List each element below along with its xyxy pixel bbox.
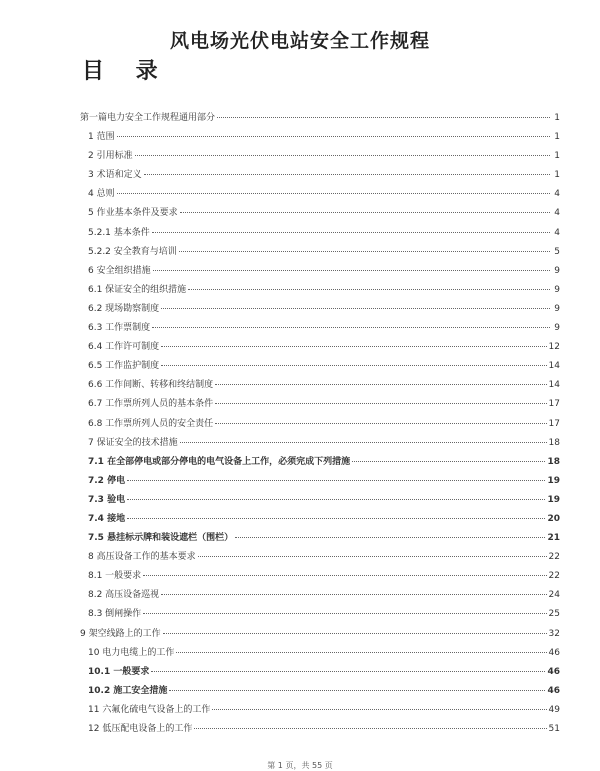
toc-entry[interactable] (80, 167, 560, 186)
toc-entry-label: 6 安全组织措施 (88, 265, 151, 276)
toc-entry[interactable] (80, 244, 560, 263)
toc-entry-page-number: 20 (547, 513, 560, 524)
toc-entry-label: 2 引用标准 (88, 151, 133, 162)
toc-dot-leader (143, 575, 546, 576)
toc-entry[interactable] (80, 568, 560, 587)
toc-entry-label: 6.3 工作票制度 (88, 323, 151, 334)
toc-entry-page-number: 19 (547, 494, 560, 505)
toc-entry[interactable] (80, 473, 560, 492)
toc-dot-leader (215, 403, 546, 404)
toc-dot-leader (188, 289, 550, 290)
toc-entry[interactable] (80, 186, 560, 205)
toc-entry-page-number: 46 (548, 647, 560, 658)
toc-dot-leader (215, 384, 546, 385)
toc-entry-page-number: 25 (548, 609, 560, 620)
toc-entry[interactable] (80, 492, 560, 511)
toc-entry[interactable] (80, 549, 560, 568)
toc-dot-leader (127, 480, 545, 481)
toc-dot-leader (127, 499, 545, 500)
toc-entry-page-number: 14 (548, 361, 560, 372)
toc-entry[interactable] (80, 702, 560, 721)
toc-entry-label: 4 总则 (88, 189, 115, 200)
toc-entry-label: 7.2 停电 (88, 475, 126, 486)
toc-entry-page-number: 22 (548, 552, 560, 563)
toc-entry[interactable] (80, 225, 560, 244)
toc-entry[interactable] (80, 339, 560, 358)
toc-entry[interactable] (80, 530, 560, 549)
toc-entry-page-number: 14 (548, 380, 560, 391)
toc-entry[interactable] (80, 606, 560, 625)
toc-entry-page-number: 9 (554, 284, 560, 295)
toc-entry-label: 6.4 工作许可制度 (88, 342, 160, 353)
toc-entry[interactable] (80, 301, 560, 320)
toc-entry[interactable] (80, 683, 560, 702)
toc-entry-page-number: 9 (554, 323, 560, 334)
toc-entry-page-number: 24 (548, 590, 560, 601)
toc-entry-page-number: 1 (554, 113, 560, 123)
toc-entry-page-number: 9 (554, 303, 560, 314)
toc-dot-leader (235, 537, 545, 538)
toc-entry-page-number: 49 (548, 704, 560, 715)
toc-heading: 目 录 (82, 59, 170, 84)
toc-entry-label: 7.5 悬挂标示牌和装设遮栏（围栏） (88, 533, 234, 544)
toc-entry-label: 7.1 在全部停电或部分停电的电气设备上工作，必须完成下列措施 (88, 456, 351, 467)
toc-dot-leader (215, 423, 546, 424)
toc-entry-page-number: 1 (554, 170, 560, 181)
toc-entry-label: 6.1 保证安全的组织措施 (88, 284, 187, 295)
toc-dot-leader (151, 671, 545, 672)
toc-entry[interactable] (80, 110, 560, 129)
toc-entry-page-number: 9 (554, 265, 560, 276)
toc-dot-leader (153, 270, 550, 271)
toc-entry-label: 6.7 工作票所列人员的基本条件 (88, 399, 214, 410)
toc-entry-page-number: 12 (548, 342, 560, 353)
toc-entry[interactable] (80, 416, 560, 435)
toc-entry[interactable] (80, 454, 560, 473)
toc-dot-leader (217, 117, 550, 118)
toc-entry-page-number: 17 (548, 399, 560, 410)
toc-entry[interactable] (80, 377, 560, 396)
toc-entry[interactable] (80, 129, 560, 148)
toc-entry-label: 3 术语和定义 (88, 170, 142, 181)
toc-entry-page-number: 18 (548, 437, 560, 448)
toc-entry-label: 10.1 一般要求 (88, 666, 150, 677)
toc-entry-page-number: 21 (547, 533, 560, 544)
toc-dot-leader (179, 251, 550, 252)
toc-dot-leader (212, 709, 546, 710)
toc-entry-label: 第一篇电力安全工作规程通用部分 (80, 113, 216, 123)
toc-dot-leader (143, 613, 546, 614)
toc-entry-label: 8 高压设备工作的基本要求 (88, 552, 196, 563)
toc-dot-leader (127, 518, 545, 519)
toc-entry-page-number: 17 (548, 418, 560, 429)
toc-entry-page-number: 5 (554, 246, 560, 257)
toc-entry-page-number: 4 (554, 227, 560, 238)
toc-entry-label: 5.2.1 基本条件 (88, 227, 150, 238)
toc-dot-leader (161, 308, 550, 309)
toc-entry-page-number: 1 (554, 151, 560, 162)
toc-entry-page-number: 46 (547, 666, 560, 677)
toc-dot-leader (152, 232, 550, 233)
toc-dot-leader (352, 461, 545, 462)
toc-entry-page-number: 22 (548, 571, 560, 582)
toc-dot-leader (161, 365, 546, 366)
toc-dot-leader (144, 174, 550, 175)
toc-entry-page-number: 1 (554, 132, 560, 143)
toc-entry-page-number: 19 (547, 475, 560, 486)
toc-entry-page-number: 4 (554, 189, 560, 200)
toc-dot-leader (163, 633, 547, 634)
toc-entry[interactable] (80, 263, 560, 282)
toc-entry-page-number: 18 (547, 456, 560, 467)
document-title: 风电场光伏电站安全工作规程 (169, 30, 430, 52)
toc-entry-label: 6.8 工作票所列人员的安全责任 (88, 418, 214, 429)
toc-dot-leader (176, 652, 546, 653)
toc-entry-page-number: 51 (548, 724, 560, 734)
toc-entry[interactable] (80, 587, 560, 606)
toc-entry-label: 7 保证安全的技术措施 (88, 437, 178, 448)
toc-dot-leader (161, 594, 546, 595)
toc-dot-leader (152, 327, 550, 328)
toc-entry[interactable] (80, 664, 560, 683)
toc-entry[interactable] (80, 148, 560, 167)
toc-entry[interactable] (80, 626, 560, 645)
toc-entry-label: 7.4 接地 (88, 513, 126, 524)
toc-entry[interactable] (80, 282, 560, 301)
toc-dot-leader (180, 442, 547, 443)
toc-dot-leader (194, 728, 546, 729)
toc-entry[interactable] (80, 645, 560, 664)
toc-dot-leader (198, 556, 547, 557)
toc-entry-label: 9 架空线路上的工作 (80, 628, 161, 639)
toc-entry-label: 6.2 现场勘察制度 (88, 303, 160, 314)
toc-entry-label: 8.2 高压设备巡视 (88, 590, 160, 601)
toc-entry[interactable] (80, 511, 560, 530)
toc-entry[interactable] (80, 721, 560, 740)
toc-entry-label: 6.6 工作间断、转移和终结制度 (88, 380, 214, 391)
toc-dot-leader (169, 690, 545, 691)
toc-entry[interactable] (80, 396, 560, 415)
toc-entry-label: 10 电力电缆上的工作 (88, 647, 175, 658)
toc-entry-label: 5.2.2 安全教育与培训 (88, 246, 177, 257)
toc-entry-label: 7.3 验电 (88, 494, 126, 505)
toc-entry[interactable] (80, 358, 560, 377)
toc-dot-leader (117, 136, 550, 137)
toc-entry-label: 12 低压配电设备上的工作 (88, 724, 193, 734)
toc-entry-label: 5 作业基本条件及要求 (88, 208, 178, 219)
toc-dot-leader (180, 212, 550, 213)
toc-entry[interactable] (80, 320, 560, 339)
toc-dot-leader (117, 193, 550, 194)
toc-entry-page-number: 46 (547, 685, 560, 696)
table-of-contents (80, 110, 560, 740)
toc-dot-leader (135, 155, 550, 156)
toc-entry-label: 10.2 施工安全措施 (88, 685, 168, 696)
toc-entry-label: 6.5 工作监护制度 (88, 361, 160, 372)
toc-entry-page-number: 4 (554, 208, 560, 219)
toc-entry-label: 8.1 一般要求 (88, 571, 142, 582)
toc-entry[interactable] (80, 435, 560, 454)
toc-entry[interactable] (80, 205, 560, 224)
toc-entry-page-number: 32 (548, 628, 560, 639)
toc-entry-label: 11 六氟化硫电气设备上的工作 (88, 704, 211, 715)
page-footer: 第 1 页，共 55 页 (267, 761, 333, 770)
toc-entry-label: 1 范围 (88, 132, 115, 143)
toc-entry-label: 8.3 倒闸操作 (88, 609, 142, 620)
toc-dot-leader (161, 346, 546, 347)
